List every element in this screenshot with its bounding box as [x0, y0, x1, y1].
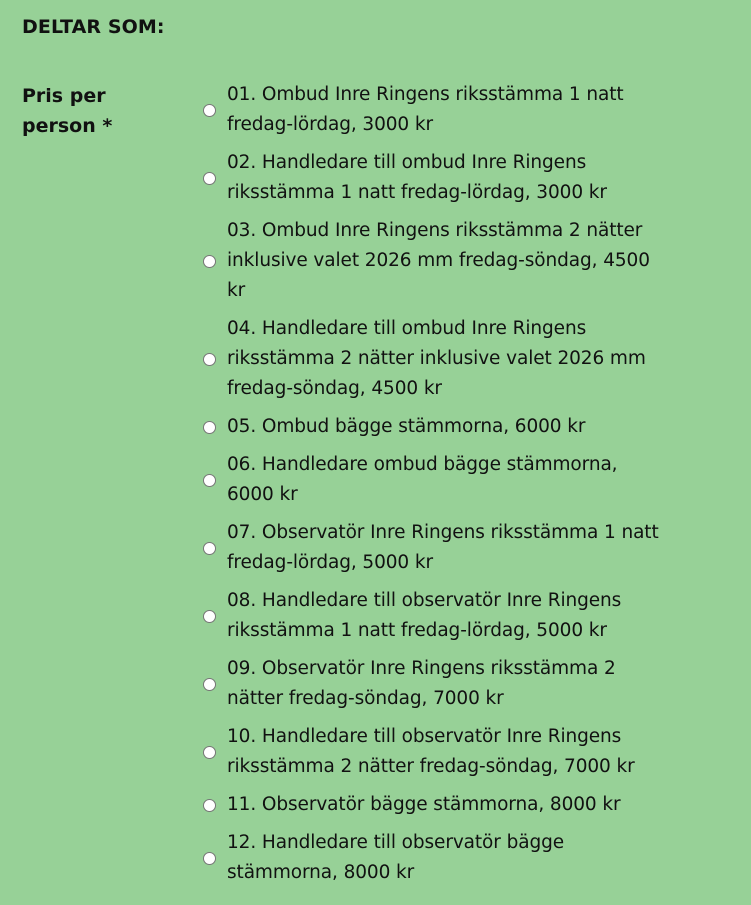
price-option-04[interactable]: [200, 314, 660, 404]
option-label: 10. Handledare till observatör Inre Ringens riksstämma 2 nätter fredag-söndag, 7000 kr: [227, 726, 635, 777]
price-option-05[interactable]: [200, 412, 660, 442]
price-option-03[interactable]: [200, 216, 660, 306]
radio-button[interactable]: [203, 421, 216, 434]
option-label: 06. Handledare ombud bägge stämmorna, 6000 kr: [227, 454, 618, 505]
radio-button[interactable]: [203, 542, 216, 555]
price-option-11[interactable]: [200, 790, 660, 820]
price-option-02[interactable]: [200, 148, 660, 208]
option-label: 07. Observatör Inre Ringens riksstämma 1 natt fredag-lördag, 5000 kr: [227, 522, 659, 573]
option-label: 11. Observatör bägge stämmorna, 8000 kr: [227, 794, 621, 815]
option-label: 03. Ombud Inre Ringens riksstämma 2 nätter inklusive valet 2026 mm fredag-söndag, 4500 kr: [227, 220, 650, 301]
price-option-07[interactable]: [200, 518, 660, 578]
option-label: 04. Handledare till ombud Inre Ringens riksstämma 2 nätter inklusive valet 2026 mm fredag-söndag, 4500 kr: [227, 318, 646, 399]
price-option-list: [200, 80, 660, 896]
price-field-label: Pris per person *: [22, 85, 113, 137]
radio-button[interactable]: [203, 255, 216, 268]
option-label: 12. Handledare till observatör bägge stämmorna, 8000 kr: [227, 832, 565, 883]
price-option-10[interactable]: [200, 722, 660, 782]
option-label: 02. Handledare till ombud Inre Ringens riksstämma 1 natt fredag-lördag, 3000 kr: [227, 152, 607, 203]
option-label: 09. Observatör Inre Ringens riksstämma 2 nätter fredag-söndag, 7000 kr: [227, 658, 616, 709]
price-option-01[interactable]: [200, 80, 660, 140]
radio-button[interactable]: [203, 799, 216, 812]
radio-button[interactable]: [203, 353, 216, 366]
price-option-09[interactable]: [200, 654, 660, 714]
option-label: 08. Handledare till observatör Inre Ringens riksstämma 1 natt fredag-lördag, 5000 kr: [227, 590, 622, 641]
radio-button[interactable]: [203, 172, 216, 185]
radio-button[interactable]: [203, 104, 216, 117]
price-option-12[interactable]: [200, 828, 660, 888]
radio-button[interactable]: [203, 678, 216, 691]
option-label: 01. Ombud Inre Ringens riksstämma 1 natt fredag-lördag, 3000 kr: [227, 84, 624, 135]
radio-button[interactable]: [203, 474, 216, 487]
option-label: 05. Ombud bägge stämmorna, 6000 kr: [227, 416, 586, 437]
radio-button[interactable]: [203, 852, 216, 865]
radio-button[interactable]: [203, 746, 216, 759]
price-option-08[interactable]: [200, 586, 660, 646]
section-title: DELTAR SOM:: [22, 16, 165, 38]
radio-button[interactable]: [203, 610, 216, 623]
price-option-06[interactable]: [200, 450, 660, 510]
